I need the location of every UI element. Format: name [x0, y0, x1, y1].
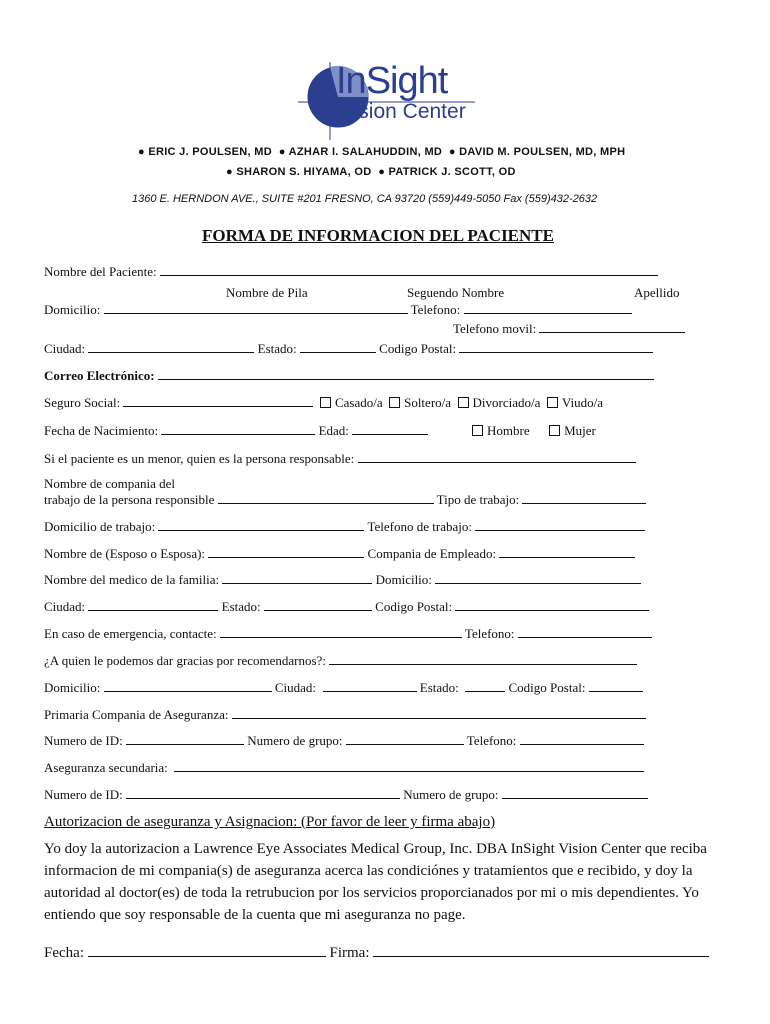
emergency-row	[44, 626, 652, 642]
authorization-title: Autorizacion de aseguranza y Asignacion: (Por favor de leer y firma abajo)	[44, 814, 496, 830]
patient-name-row	[44, 264, 658, 280]
responsible-label: Si el paciente es un menor, quien es la persona responsable:	[44, 451, 355, 466]
primary-insurance-row	[44, 707, 646, 723]
signature-field[interactable]	[373, 942, 709, 957]
address-row	[44, 302, 632, 318]
doctor-address-label: Domicilio:	[375, 572, 432, 587]
job-type-label: Tipo de trabajo:	[436, 492, 520, 507]
responsible-field[interactable]	[358, 451, 636, 463]
insurance-phone-label: Telefono:	[466, 733, 517, 748]
date-label: Fecha:	[44, 945, 84, 961]
ssn-row	[44, 395, 603, 411]
ssn-label: Seguro Social:	[44, 395, 121, 410]
spouse-employer-field[interactable]	[499, 546, 635, 558]
insurance-phone-field[interactable]	[520, 733, 644, 745]
logo-wordmark-insight: InSight	[336, 60, 448, 102]
gender-options	[472, 423, 596, 439]
work-phone-label: Telefono de trabajo:	[367, 519, 472, 534]
insurance-id-label: Numero de ID:	[44, 733, 123, 748]
doctor-zip-field[interactable]	[455, 599, 649, 611]
referral-row	[44, 653, 637, 669]
family-doctor-row	[44, 572, 641, 588]
authorization-text: Yo doy la autorizacion a Lawrence Eye Associates Medical Group, Inc. DBA InSight Vision Center que reciba informacion de mi compania(s) de aseguranza acerca las condiciónes y tratamientos que e recibido, y doy la autoridad al doctor(es) de toda la retrubucion por los servicios proporcianados por mi o mis dependientes. Yo entiendo que soy responsable de la cuenta que mi aseguranza no page.	[44, 841, 707, 923]
ssn-field[interactable]	[123, 395, 313, 407]
address-field[interactable]	[104, 302, 408, 314]
referral-address-label: Domicilio:	[44, 680, 101, 695]
secondary-insurance-label: Aseguranza secundaria:	[44, 760, 168, 775]
phone-field[interactable]	[464, 302, 632, 314]
doctor-name: AZHAR I. SALAHUDDIN, MD	[288, 146, 443, 158]
city-label: Ciudad:	[44, 341, 86, 356]
form-title: FORMA DE INFORMACION DEL PACIENTE	[202, 226, 554, 245]
spouse-label: Nombre de (Esposo o Esposa):	[44, 546, 206, 561]
work-phone-field[interactable]	[475, 519, 645, 531]
employer-label: trabajo de la persona responsible	[44, 492, 215, 507]
insight-logo	[290, 62, 480, 142]
primary-insurance-field[interactable]	[232, 707, 646, 719]
referral-label: ¿A quien le podemos dar gracias por recomendarnos?:	[44, 653, 326, 668]
family-doctor-label: Nombre del medico de la familia:	[44, 572, 220, 587]
emergency-phone-label: Telefono:	[464, 626, 515, 641]
female-checkbox[interactable]	[549, 425, 560, 436]
employer-row	[44, 492, 646, 508]
dob-row	[44, 423, 428, 439]
divorced-label: Divorciado/a	[472, 395, 541, 410]
first-name-caption: Nombre de Pila	[226, 285, 308, 300]
secondary-insurance-field[interactable]	[174, 760, 644, 772]
zip-field[interactable]	[459, 341, 653, 353]
doctor-name: PATRICK J. SCOTT, OD	[388, 166, 516, 178]
referral-field[interactable]	[329, 653, 637, 665]
last-name-caption: Apellido	[634, 285, 680, 300]
date-field[interactable]	[88, 942, 326, 957]
email-row	[44, 368, 654, 384]
signature-row	[44, 942, 709, 962]
spouse-employer-label: Compania de Empleado:	[367, 546, 497, 561]
state-field[interactable]	[300, 341, 376, 353]
emergency-phone-field[interactable]	[518, 626, 652, 638]
secondary-id-field[interactable]	[126, 787, 400, 799]
primary-insurance-label: Primaria Compania de Aseguranza:	[44, 707, 229, 722]
group-number-field[interactable]	[346, 733, 464, 745]
doctor-city-field[interactable]	[88, 599, 218, 611]
city-field[interactable]	[88, 341, 254, 353]
signature-label: Firma:	[329, 945, 370, 961]
single-checkbox[interactable]	[389, 397, 400, 408]
secondary-insurance-row	[44, 760, 644, 776]
group-number-label: Numero de grupo:	[247, 733, 343, 748]
doctors-line-2: ● SHARON S. HIYAMA, OD ● PATRICK J. SCOTT, OD	[226, 166, 516, 178]
work-address-field[interactable]	[158, 519, 364, 531]
state-label: Estado:	[257, 341, 297, 356]
referral-state-label: Estado:	[419, 680, 459, 695]
divorced-checkbox[interactable]	[458, 397, 469, 408]
doctor-zip-label: Codigo Postal:	[375, 599, 453, 614]
doctor-city-label: Ciudad:	[44, 599, 86, 614]
middle-name-caption: Seguendo Nombre	[407, 285, 505, 300]
married-checkbox[interactable]	[320, 397, 331, 408]
secondary-group-label: Numero de grupo:	[403, 787, 499, 802]
widowed-checkbox[interactable]	[547, 397, 558, 408]
single-label: Soltero/a	[404, 395, 452, 410]
female-label: Mujer	[564, 423, 596, 438]
doctor-name: DAVID M. POULSEN, MD, MPH	[459, 146, 626, 158]
phone-label: Telefono:	[410, 302, 461, 317]
spouse-row	[44, 546, 635, 562]
address-label: Domicilio:	[44, 302, 101, 317]
widowed-label: Viudo/a	[561, 395, 604, 410]
employer-field[interactable]	[218, 492, 434, 504]
emergency-label: En caso de emergencia, contacte:	[44, 626, 217, 641]
mobile-field[interactable]	[539, 321, 685, 333]
secondary-id-row	[44, 787, 648, 803]
male-label: Hombre	[487, 423, 530, 438]
doctor-address-field[interactable]	[435, 572, 641, 584]
patient-name-field[interactable]	[160, 264, 658, 276]
age-label: Edad:	[318, 423, 349, 438]
married-label: Casado/a	[334, 395, 383, 410]
insurance-id-field[interactable]	[126, 733, 244, 745]
secondary-id-label: Numero de ID:	[44, 787, 123, 802]
referral-state-field[interactable]	[465, 680, 505, 692]
insurance-id-row	[44, 733, 644, 749]
secondary-group-field[interactable]	[502, 787, 648, 799]
referral-zip-label: Codigo Postal:	[508, 680, 586, 695]
referral-address-row	[44, 680, 643, 696]
email-field[interactable]	[158, 368, 654, 380]
referral-city-label: Ciudad:	[274, 680, 317, 695]
city-row	[44, 341, 653, 357]
clinic-address: 1360 E. HERNDON AVE., SUITE #201 FRESNO, CA 93720 (559)449-5050 Fax (559)432-2632	[132, 193, 598, 205]
family-doctor-field[interactable]	[222, 572, 372, 584]
emergency-field[interactable]	[220, 626, 462, 638]
zip-label: Codigo Postal:	[379, 341, 457, 356]
doctor-city-row	[44, 599, 649, 615]
spouse-field[interactable]	[208, 546, 364, 558]
doctors-line-1: ● ERIC J. POULSEN, MD ● AZHAR I. SALAHUDDIN, MD ● DAVID M. POULSEN, MD, MPH	[138, 146, 626, 158]
age-field[interactable]	[352, 423, 428, 435]
doctor-name: SHARON S. HIYAMA, OD	[236, 166, 372, 178]
responsible-row	[44, 451, 636, 467]
mobile-label: Telefono movil:	[453, 321, 537, 336]
doctor-state-label: Estado:	[221, 599, 261, 614]
job-type-field[interactable]	[522, 492, 646, 504]
doctor-name: ERIC J. POULSEN, MD	[148, 146, 272, 158]
work-address-label: Domicilio de trabajo:	[44, 519, 156, 534]
referral-address-field[interactable]	[104, 680, 272, 692]
email-label: Correo Electrónico:	[44, 368, 155, 383]
logo-wordmark-vision: Vision Center	[340, 100, 466, 123]
dob-field[interactable]	[161, 423, 315, 435]
male-checkbox[interactable]	[472, 425, 483, 436]
doctor-state-field[interactable]	[264, 599, 372, 611]
referral-zip-field[interactable]	[589, 680, 643, 692]
employer-label-line-1: Nombre de compania del	[44, 476, 176, 491]
work-address-row	[44, 519, 645, 535]
dob-label: Fecha de Nacimiento:	[44, 423, 159, 438]
mobile-row	[453, 321, 685, 337]
patient-name-label: Nombre del Paciente:	[44, 264, 157, 279]
referral-city-field[interactable]	[323, 680, 417, 692]
